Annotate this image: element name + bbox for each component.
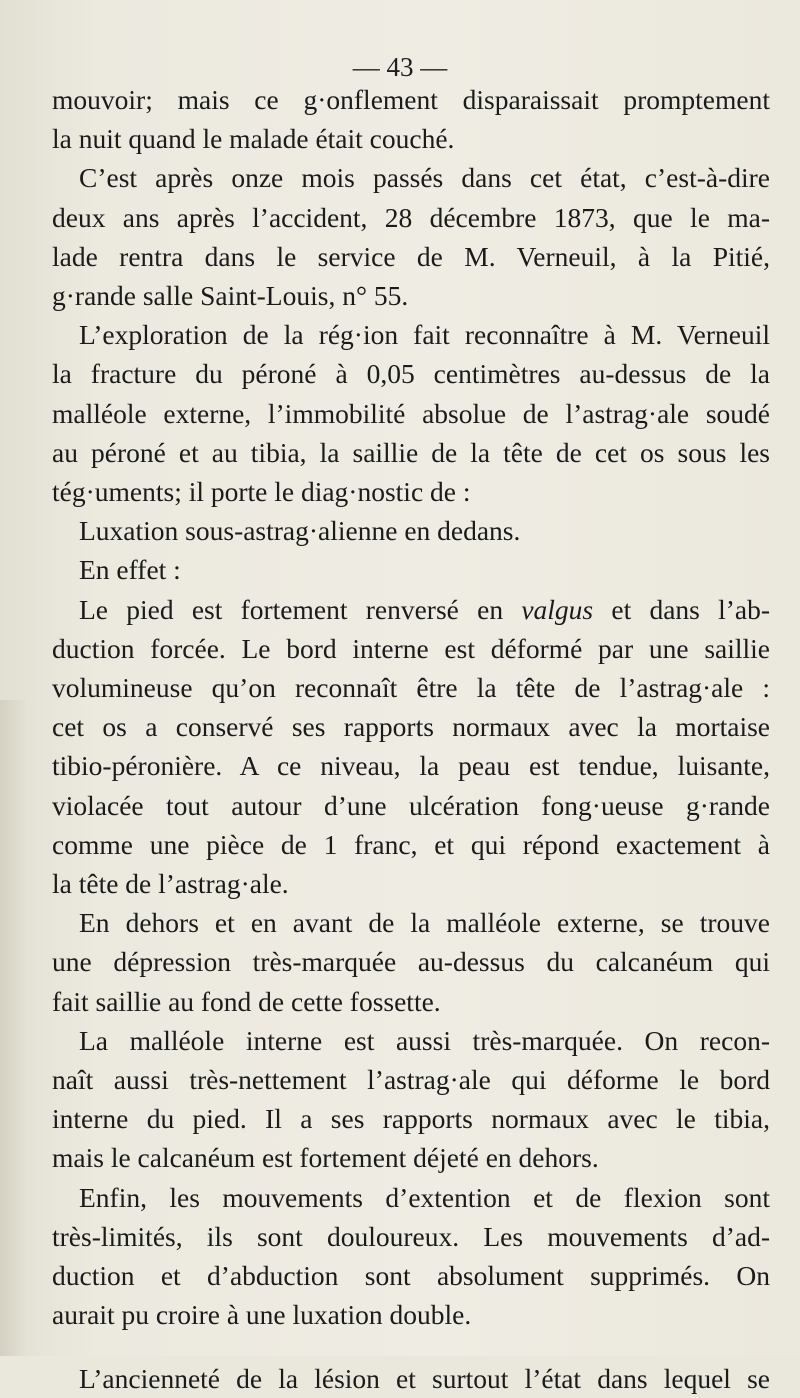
- text-line: cet os a conservé ses rapports normaux avec la mortaise: [52, 711, 770, 743]
- text-line: tég·uments; il porte le diag·nostic de :: [52, 476, 471, 508]
- text-line: violacée tout autour d’une ulcération fong·ueuse g·rande: [52, 789, 770, 821]
- text-line: malléole externe, l’immobilité absolue de l’astrag·ale soudé: [52, 397, 770, 429]
- text-line: naît aussi très-nettement l’astrag·ale qui déforme le bord: [52, 1064, 770, 1096]
- text-line: duction et d’abduction sont absolument supprimés. On: [52, 1260, 770, 1292]
- text-line: duction forcée. Le bord interne est déformé par une saillie: [52, 632, 770, 664]
- text-line: fait saillie au fond de cette fossette.: [52, 985, 441, 1017]
- page-number: — 43 —: [352, 52, 448, 82]
- text-line: la nuit quand le malade était couché.: [52, 123, 455, 155]
- text-line: C’est après onze mois passés dans cet état, c’est-à-dire: [79, 162, 770, 194]
- text-line: Enfin, les mouvements d’extention et de flexion sont: [79, 1181, 770, 1213]
- text-line: deux ans après l’accident, 28 décembre 1873, que le ma-: [52, 201, 770, 233]
- text-line: En dehors et en avant de la malléole externe, se trouve: [79, 907, 770, 939]
- text-line: interne du pied. Il a ses rapports normaux avec le tibia,: [52, 1103, 770, 1135]
- text-line: Le pied est fortement renversé en valgus et dans l’ab-: [79, 593, 770, 625]
- text-line: aurait pu croire à une luxation double.: [52, 1299, 472, 1331]
- text-line: au péroné et au tibia, la saillie de la tête de cet os sous les: [52, 436, 770, 468]
- text-line: mais le calcanéum est fortement déjeté en dehors.: [52, 1142, 599, 1174]
- page-edge-shadow: [0, 700, 28, 1356]
- paragraph-gap: [52, 1335, 770, 1359]
- text-line: la tête de l’astrag·ale.: [52, 868, 289, 900]
- text-line: une dépression très-marquée au-dessus du calcanéum qui: [52, 946, 770, 978]
- text-line: volumineuse qu’on reconnaît être la tête de l’astrag·ale :: [52, 672, 770, 704]
- text-line: L’exploration de la rég·ion fait reconnaître à M. Verneuil: [79, 319, 770, 351]
- text-line: L’ancienneté de la lésion et surtout l’état dans lequel se: [79, 1362, 770, 1394]
- text-line: g·rande salle Saint-Louis, n° 55.: [52, 280, 409, 312]
- text-line: La malléole interne est aussi très-marquée. On recon-: [79, 1024, 770, 1056]
- text-line: En effet :: [79, 554, 181, 586]
- text-line: lade rentra dans le service de M. Verneuil, à la Pitié,: [52, 240, 770, 272]
- italic-term: valgus: [521, 593, 594, 625]
- text-line: la fracture du péroné à 0,05 centimètres au-dessus de la: [52, 358, 770, 390]
- text-line: très-limités, ils sont douloureux. Les mouvements d’ad-: [52, 1220, 770, 1252]
- text-line: tibio-péronière. A ce niveau, la peau est tendue, luisante,: [52, 750, 770, 782]
- text-line: mouvoir; mais ce g·onflement disparaissait promptement: [52, 84, 770, 115]
- text-line: Luxation sous-astrag·alienne en dedans.: [79, 515, 521, 547]
- text-line: comme une pièce de 1 franc, et qui répond exactement à: [52, 828, 770, 860]
- body-text: [52, 80, 770, 1398]
